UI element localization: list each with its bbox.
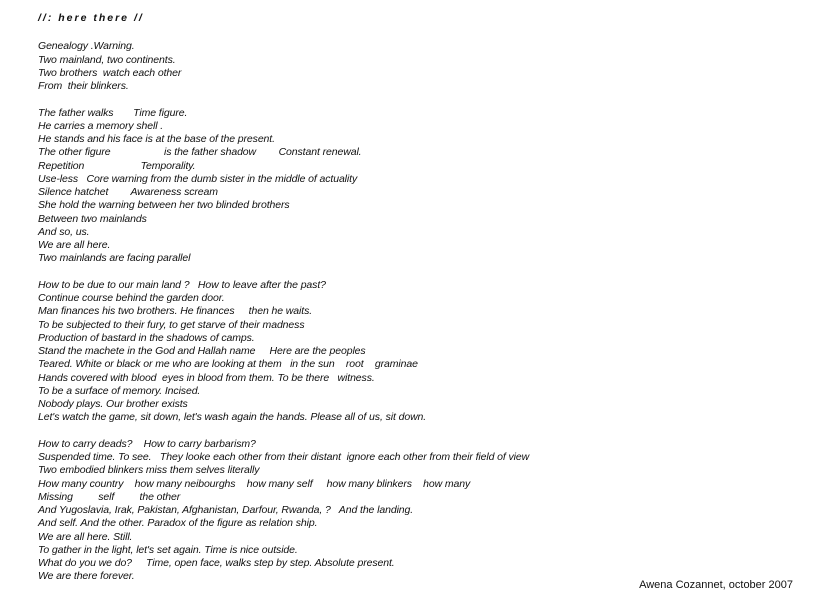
poem-line: The father walks Time figure. xyxy=(38,106,188,119)
poem-line: Nobody plays. Our brother exists xyxy=(38,398,188,410)
poem-title: //: here there // xyxy=(38,12,144,24)
poem-line: We are all here. xyxy=(38,239,111,251)
poem-line: She hold the warning between her two blinded brothers xyxy=(38,199,290,212)
poem-line: How to be due to our main land ? How to leave after the past? xyxy=(38,278,326,291)
poem-line: How many country how many neibourghs how many self how many blinkers how many xyxy=(38,477,471,490)
poem-line: Genealogy .Warning. xyxy=(38,40,135,53)
poem-line: Production of bastard in the shadows of camps. xyxy=(38,331,255,344)
poem-line: And so, us. xyxy=(38,225,90,238)
poem-line: Repetition Temporality. xyxy=(38,159,196,172)
poem-line: Two mainlands are facing parallel xyxy=(38,252,191,265)
poem-line: We are all here. Still. xyxy=(38,530,133,543)
poem-line: Continue course behind the garden door. xyxy=(38,292,225,304)
poem-line: Man finances his two brothers. He finances then he waits. xyxy=(38,305,313,318)
poem-line: What do you we do? Time, open face, walks step by step. Absolute present. xyxy=(38,557,395,569)
poem xyxy=(38,12,529,597)
poem-line: He carries a memory shell . xyxy=(38,119,164,132)
poem-line: Silence hatchet Awareness scream xyxy=(38,186,218,198)
author-signature: Awena Cozannet, october 2007 xyxy=(639,579,793,591)
stanza xyxy=(38,40,529,93)
poem-line: Stand the machete in the God and Hallah name Here are the peoples xyxy=(38,345,366,357)
poem-body xyxy=(38,40,529,583)
poem-line: Teared. White or black or me who are looking at them in the sun root graminae xyxy=(38,358,418,371)
poem-line: To be a surface of memory. Incised. xyxy=(38,384,201,397)
poem-line: How to carry deads? How to carry barbarism? xyxy=(38,437,256,450)
poem-line: Between two mainlands xyxy=(38,212,147,225)
poem-line: The other figure is the father shadow Constant renewal. xyxy=(38,146,362,159)
stanza xyxy=(38,279,529,425)
poem-line: He stands and his face is at the base of the present. xyxy=(38,133,275,145)
poem-line: To be subjected to their fury, to get starve of their madness xyxy=(38,318,305,331)
poem-line: And self. And the other. Paradox of the figure as relation ship. xyxy=(38,517,318,530)
poem-line: We are there forever. xyxy=(38,570,135,583)
poem-line: Suspended time. To see. They looke each other from their distant ignore each other from their field of view xyxy=(38,451,530,463)
stanza xyxy=(38,107,529,266)
poem-line: And Yugoslavia, Irak, Pakistan, Afghanistan, Darfour, Rwanda, ? And the landing. xyxy=(38,504,414,516)
poem-line: From their blinkers. xyxy=(38,80,129,92)
poem-line: Use-less Core warning from the dumb sister in the middle of actuality xyxy=(38,172,358,185)
poem-line: Missing self the other xyxy=(38,490,181,503)
poem-line: To gather in the light, let's set again. Time is nice outside. xyxy=(38,543,298,556)
poem-line: Let's watch the game, sit down, let's wash again the hands. Please all of us, sit down. xyxy=(38,411,427,424)
poem-line: Hands covered with blood eyes in blood from them. To be there witness. xyxy=(38,371,375,384)
stanza xyxy=(38,438,529,584)
poem-line: Two brothers watch each other xyxy=(38,66,182,79)
poem-line: Two mainland, two continents. xyxy=(38,53,176,66)
poem-line: Two embodied blinkers miss them selves literally xyxy=(38,464,260,477)
